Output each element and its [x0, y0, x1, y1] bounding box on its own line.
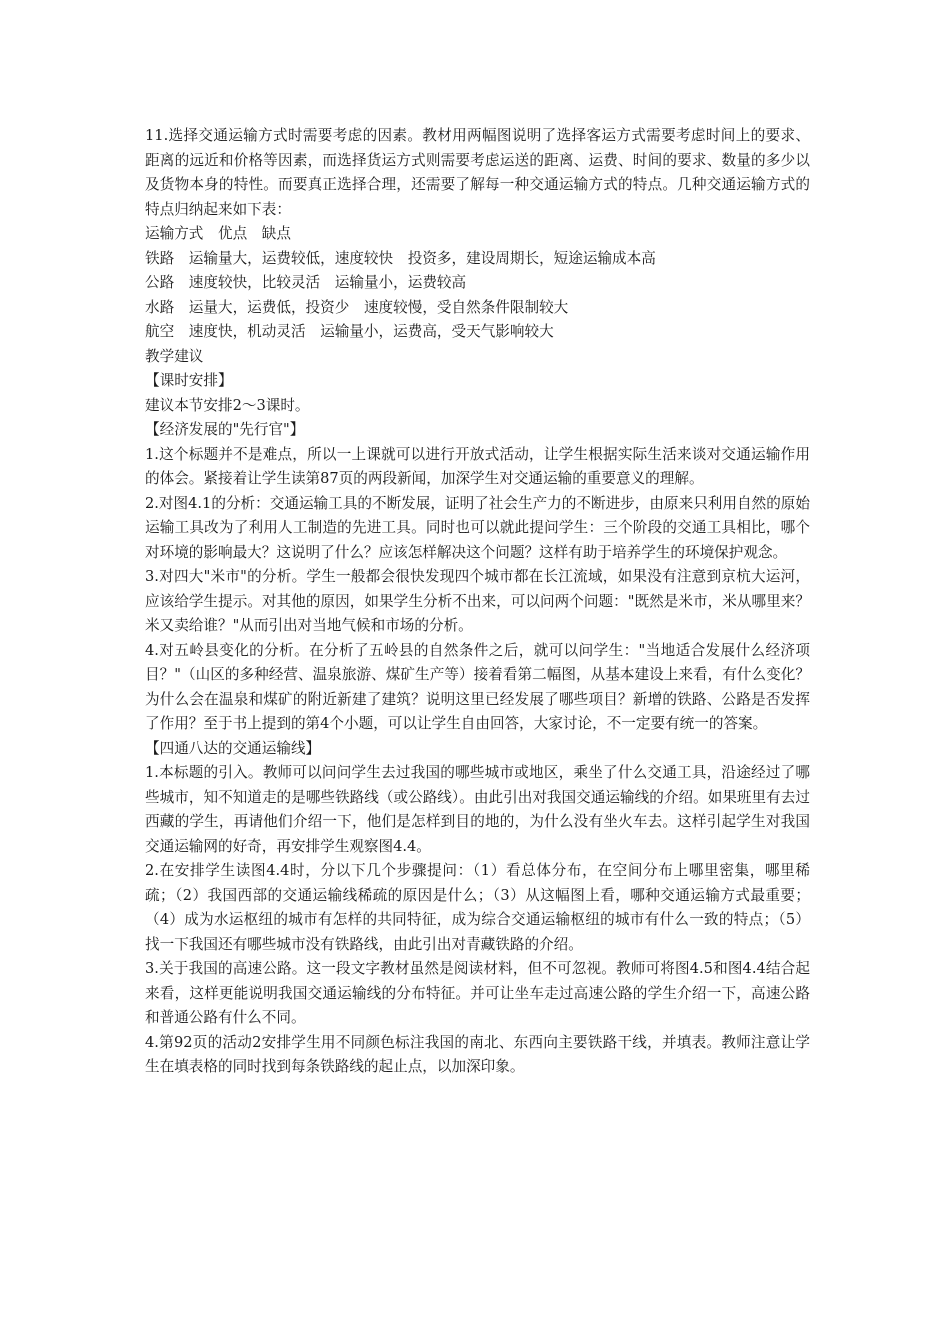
economy-paragraph-1: 1.这个标题并不是难点，所以一上课就可以进行开放式活动，让学生根据实际生活来谈对交通运输作用的体会。紧接着让学生读第87页的两段新闻，加深学生对交通运输的重要意义的理解。 [145, 445, 810, 487]
table-cell: 铁路 [145, 249, 175, 267]
table-header-cell: 运输方式 [145, 225, 204, 242]
table-cell: 航空 [145, 323, 175, 340]
routes-paragraph-3: 3.关于我国的高速公路。这一段文字教材虽然是阅读材料，但不可忽视。教师可将图4.5和图4.4结合起来看，这样更能说明我国交通运输线的分布特征。并可让坐车走过高速公路的学生介绍一下，高速公路和普通公路有什么不同。 [145, 960, 810, 1026]
table-cell: 运输量大，运费较低，速度较快 [188, 249, 394, 267]
economy-paragraph-3: 3.对四大"米市"的分析。学生一般都会很快发现四个城市都在长江流域，如果没有注意到京杭大运河，应该给学生提示。对其他的原因，如果学生分析不出来，可以问两个问题："既然是米市，米从哪里来？米又卖给谁？"从而引出对当地气候和市场的分析。 [145, 568, 810, 634]
schedule-paragraph: 建议本节安排2～3课时。 [145, 396, 310, 414]
table-row [145, 271, 810, 296]
table-cell: 速度快，机动灵活 [188, 323, 306, 340]
economy-paragraph-4: 4.对五岭县变化的分析。在分析了五岭县的自然条件之后，就可以问学生："当地适合发展什么经济项目？"（山区的多种经营、温泉旅游、煤矿生产等）接着看第二幅图，从基本建设上来看，有什么变化？为什么会在温泉和煤矿的附近新建了建筑？说明这里已经发展了哪些项目？新增的铁路、公路是否发挥了作用？至于书上提到的第4个小题，可以让学生自由回答，大家讨论，不一定要有统一的答案。 [145, 641, 810, 732]
document-body [145, 124, 810, 1080]
section-title-routes: 【四通八达的交通运输线】 [145, 739, 321, 757]
table-cell: 运输量小，运费高，受天气影响较大 [320, 323, 554, 340]
table-header-row [145, 222, 810, 247]
section-title-economy: 【经济发展的"先行官"】 [145, 421, 305, 438]
table-cell: 速度较慢，受自然条件限制较大 [363, 298, 569, 316]
table-cell: 公路 [145, 274, 175, 291]
routes-paragraph-2: 2.在安排学生读图4.4时，分以下几个步骤提问：（1）看总体分布，在空间分布上哪里密集，哪里稀疏；（2）我国西部的交通运输线稀疏的原因是什么；（3）从这幅图上看，哪种交通运输方式最重要；（4）成为水运枢纽的城市有怎样的共同特征，成为综合交通运输枢纽的城市有什么一致的特点；（5）找一下我国还有哪些城市没有铁路线，由此引出对青藏铁路的介绍。 [145, 862, 810, 953]
table-header-cell: 缺点 [261, 225, 291, 242]
table-row [145, 320, 810, 345]
table-cell: 速度较快，比较灵活 [188, 274, 321, 291]
table-cell: 运输量小，运费较高 [334, 274, 467, 291]
table-row [145, 296, 810, 321]
intro-paragraph: 11.选择交通运输方式时需要考虑的因素。教材用两幅图说明了选择客运方式需要考虑时间上的要求、距离的远近和价格等因素，而选择货运方式则需要考虑运送的距离、运费、时间的要求、数量的多少以及货物本身的特性。而要真正选择合理，还需要了解每一种交通运输方式的特点。几种交通运输方式的特点归纳起来如下表： [145, 127, 810, 218]
table-cell: 水路 [145, 298, 175, 316]
table-header-cell: 优点 [217, 225, 248, 242]
routes-paragraph-4: 4.第92页的活动2安排学生用不同颜色标注我国的南北、东西向主要铁路干线，并填表。教师注意让学生在填表格的同时找到每条铁路线的起止点，以加深印象。 [145, 1033, 810, 1075]
table-cell: 运量大，运费低，投资少 [188, 298, 350, 316]
economy-paragraph-2: 2.对图4.1的分析：交通运输工具的不断发展，证明了社会生产力的不断进步，由原来只利用自然的原始运输工具改为了利用人工制造的先进工具。同时也可以就此提问学生：三个阶段的交通工具相比，哪个对环境的影响最大？这说明了什么？应该怎样解决这个问题？这样有助于培养学生的环境保护观念。 [145, 494, 810, 561]
teaching-title: 教学建议 [145, 347, 204, 365]
section-title-schedule: 【课时安排】 [145, 372, 233, 389]
table-cell: 投资多，建设周期长，短途运输成本高 [407, 249, 656, 267]
routes-paragraph-1: 1.本标题的引入。教师可以问问学生去过我国的哪些城市或地区，乘坐了什么交通工具，沿途经过了哪些城市，知不知道走的是哪些铁路线（或公路线）。由此引出对我国交通运输线的介绍。如果班里有去过西藏的学生，再请他们介绍一下，他们是怎样到目的地的，为什么没有坐火车去。这样引起学生对我国交通运输网的好奇，再安排学生观察图4.4。 [145, 764, 810, 855]
table-row [145, 247, 810, 272]
transport-table [145, 222, 810, 345]
